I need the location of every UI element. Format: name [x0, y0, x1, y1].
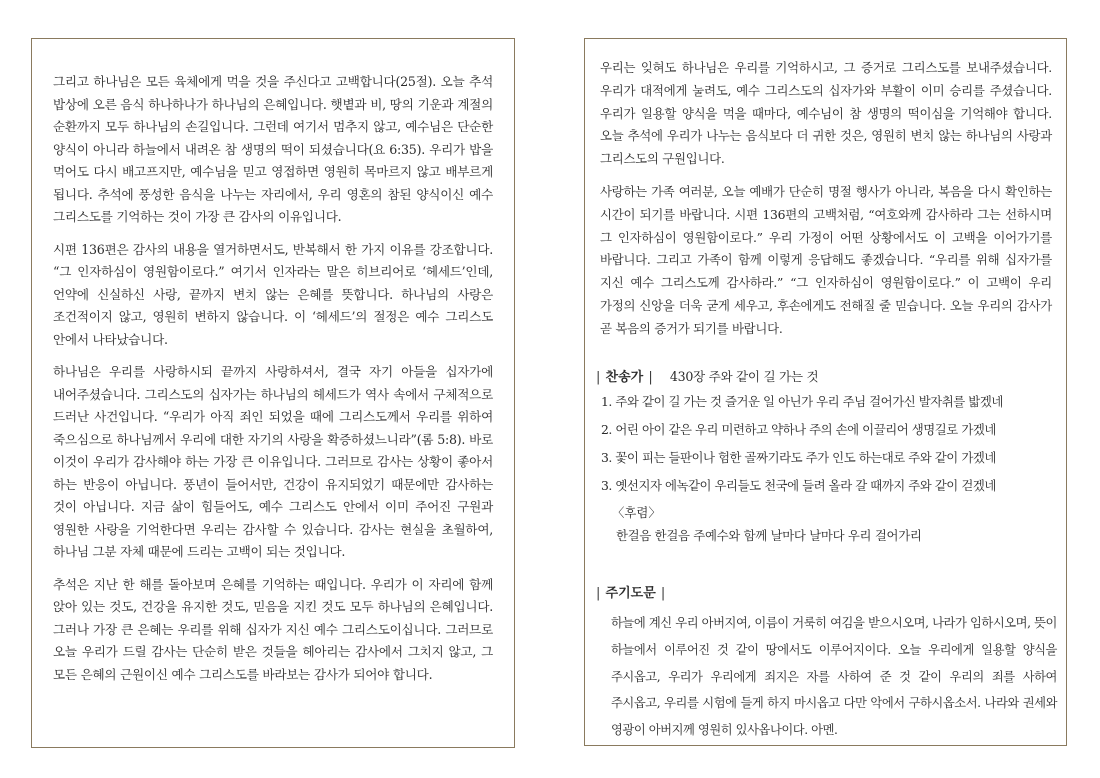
right-page: [584, 38, 1067, 746]
prayer-text: 하늘에 계신 우리 아버지여, 이름이 거룩히 여김을 받으시오며, 나라가 임하시오며, 뜻이 하늘에서 이루어진 것 같이 땅에서도 이루어지이다. 오늘 우리에게 일용할 양식을 주시옵고, 우리가 우리에게 죄지은 자를 사하여 준 것 같이 우리의 죄를 사하여 주시옵고, 우리를 시험에 들게 하지 마시옵고 다만 악에서 구하시옵소서. 나라와 권세와 영광이 아버지께 영원히 있사옵나이다. 아멘.: [611, 616, 1057, 738]
left-paragraph-4: 추석은 지난 한 해를 돌아보며 은혜를 기억하는 때입니다. 우리가 이 자리에 함께 앉아 있는 것도, 건강을 유지한 것도, 믿음을 지킨 것도 모두 하나님의 은혜입니다. 그러나 가장 큰 은혜는 우리를 위해 십자가 지신 예수 그리스도이십니다. 그러므로 오늘 우리가 드릴 감사는 단순히 받은 것들을 헤아리는 감사에서 그치지 않고, 그 모든 은혜의 근원이신 예수 그리스도를 바라보는 감사가 되어야 합니다.: [53, 576, 493, 682]
prayer-header: [595, 584, 1057, 604]
left-paragraph-2: 시편 136편은 감사의 내용을 열거하면서도, 반복해서 한 가지 이유를 강조합니다. “그 인자하심이 영원함이로다.” 여기서 인자라는 말은 히브리어로 ‘헤세드’인데, 언약에 신실하신 사랑, 끝까지 변치 않는 은혜를 뜻합니다. 하나님의 사랑은 조건적이지 않고, 영원히 변하지 않습니다. 이 ‘헤세드’의 절정은 예수 그리스도 안에서 나타났습니다.: [53, 241, 493, 347]
hymn-verse-4: 3. 옛선지자 에녹같이 우리들도 천국에 들려 올라 갈 때까지 주와 같이 걷겠네: [601, 478, 996, 493]
header-bar-right: |: [648, 370, 653, 385]
left-paragraph-3: 하나님은 우리를 사랑하시되 끝까지 사랑하셔서, 결국 자기 아들을 십자가에 내어주셨습니다. 그리스도의 십자가는 하나님의 헤세드가 역사 속에서 구체적으로 드러난 사건입니다. “우리가 아직 죄인 되었을 때에 그리스도께서 우리를 위하여 죽으심으로 하나님께서 우리에 대한 자기의 사랑을 확증하셨느니라”(롬 5:8). 바로 이것이 우리가 감사해야 하는 가장 큰 이유입니다. 그러므로 감사는 상황이 좋아서 하는 반응이 아닙니다. 풍년이 들어서만, 건강이 유지되었기 때문에만 감사하는 것이 아닙니다. 지금 삶이 힘들어도, 예수 그리스도 안에서 이미 주어진 구원과 영원한 사랑을 기억한다면 우리는 감사할 수 있습니다. 감사는 현실을 초월하여, 하나님 그분 자체 때문에 드리는 고백이 되는 것입니다.: [53, 364, 493, 559]
right-paragraph-2: 사랑하는 가족 여러분, 오늘 예배가 단순히 명절 행사가 아니라, 복음을 다시 확인하는 시간이 되기를 바랍니다. 시편 136편의 고백처럼, “여호와께 감사하라 그는 선하시며 그 인자하심이 영원함이로다.” 우리 가정이 어떤 상황에서도 이 고백을 이어가기를 바랍니다. 그리고 가족이 함께 이렇게 응답해도 좋겠습니다. “우리를 위해 십자가를 지신 예수 그리스도께 감사하라.” “그 인자하심이 영원함이로다.” 이 고백이 우리 가정의 신앙을 더욱 굳게 세우고, 후손에게도 전해질 줄 믿습니다. 오늘 우리의 감사가 곧 복음의 증거가 되기를 바랍니다.: [600, 183, 1052, 336]
header-bar-right: |: [660, 586, 666, 601]
refrain-text: 한걸음 한걸음 주예수와 함께 날마다 날마다 우리 걸어가리: [616, 528, 922, 543]
header-bar-left: |: [596, 370, 601, 385]
prayer-section: [595, 584, 1057, 744]
hymn-verse-2: 2. 어린 아이 같은 우리 미련하고 약하나 주의 손에 이끌리어 생명길로 가겠네: [601, 422, 996, 437]
hymn-verse-1: 1. 주와 같이 길 가는 것 즐거운 일 아닌가 우리 주님 걸어가신 발자취를 밟겠네: [601, 394, 1003, 409]
refrain-label: 〈후렴〉: [612, 505, 661, 520]
left-page: [31, 38, 515, 748]
hymn-header: [595, 367, 1057, 388]
right-paragraph-1: 우리는 잊혀도 하나님은 우리를 기억하시고, 그 증거로 그리스도를 보내주셨습니다. 우리가 대적에게 눌려도, 예수 그리스도의 십자가와 부활이 이미 승리를 주셨습니다. 우리가 일용할 양식을 먹을 때마다, 예수님이 참 생명의 떡이심을 기억해야 합니다. 오늘 추석에 우리가 나누는 음식보다 더 귀한 것은, 영원히 변치 않는 하나님의 사랑과 그리스도의 구원입니다.: [600, 60, 1052, 167]
hymn-verse-3: 3. 꽃이 피는 들판이나 험한 골짜기라도 주가 인도 하는대로 주와 같이 가겠네: [601, 450, 996, 465]
hymn-section: [595, 367, 1057, 546]
prayer-label: 주기도문: [605, 586, 656, 601]
header-bar-left: |: [596, 586, 601, 601]
hymn-title: 430장 주와 같이 길 가는 것: [669, 369, 819, 384]
hymn-label: 찬송가: [605, 370, 644, 385]
left-paragraph-1: 그리고 하나님은 모든 육체에게 먹을 것을 주신다고 고백합니다(25절). 오늘 추석 밥상에 오른 음식 하나하나가 하나님의 은혜입니다. 햇볕과 비, 땅의 기운과 계절의 순환까지 모두 하나님의 손길입니다. 그런데 여기서 멈추지 않고, 예수님은 단순한 양식이 아니라 하늘에서 내려온 참 생명의 떡이 되셨습니다(요 6:35). 우리가 밥을 먹어도 다시 배고프지만, 예수님을 믿고 영접하면 영원히 목마르지 않고 배부르게 됩니다. 추석에 풍성한 음식을 나누는 자리에서, 우리 영혼의 참된 양식이신 예수 그리스도를 기억하는 것이 가장 큰 감사의 이유입니다.: [53, 74, 493, 224]
